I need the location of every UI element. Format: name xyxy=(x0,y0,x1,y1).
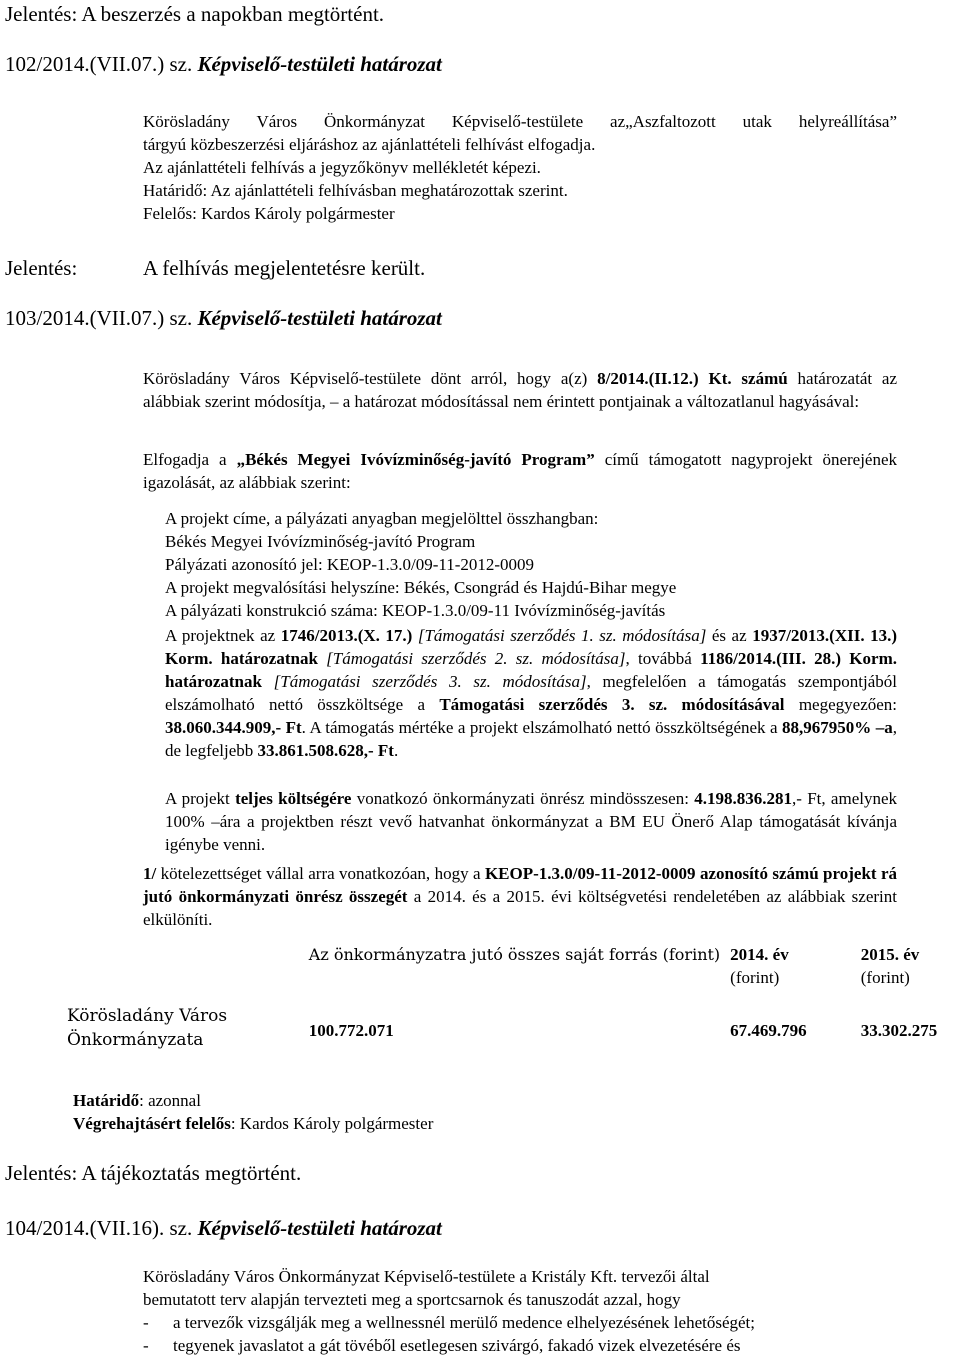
cost-amount: 38.060.344.909,- Ft xyxy=(165,718,302,737)
project-details xyxy=(165,507,676,622)
header-2015-unit: (forint) xyxy=(860,968,910,987)
intro-text: határozatát az alábbiak szerint módosítja, – a határozat módosítással nem érintett pontjainak a változatlanul hagyásával: xyxy=(143,369,897,411)
report-text: A felhívás megjelentetésre került. xyxy=(143,256,426,280)
cost-cap: 33.861.508.628,- Ft xyxy=(257,741,394,760)
bullet-text: a tervezők vizsgálják meg a wellnessnél merülő medence elhelyezésének lehetőségét; xyxy=(173,1313,755,1332)
deadline-line: Határidő: Az ajánlattételi felhívásban meghatározottak szerint. xyxy=(143,181,568,200)
self-share-bold: teljes költségére xyxy=(235,789,352,808)
resolution-title: Képviselő-testületi határozat xyxy=(197,306,442,330)
cell-total: 100.772.071 xyxy=(308,1021,394,1040)
bullet-item xyxy=(143,1311,843,1334)
cell-2015: 33.302.275 xyxy=(860,1021,938,1040)
paragraph-line: Az ajánlattételi felhívás a jegyzőkönyv mellékletét képezi. xyxy=(143,158,541,177)
header-2015 xyxy=(861,943,960,989)
commitment-bold: KEOP-1.3.0/09-11-2012-0009 azonosító számú projekt rá jutó önkormányzati önrész összegét xyxy=(143,864,898,906)
cost-text: . A támogatás mértéke a projekt elszámolható nettó összköltségének a xyxy=(301,718,778,737)
self-share-text: ,- Ft, amelynek 100% –ára a projektben részt vevő hatvanhat önkormányzat a BM EU Önerő Alap támogatását kívánja igénybe venni. xyxy=(165,789,898,854)
self-share-text: A projekt xyxy=(165,789,230,808)
bullet-item xyxy=(143,1334,843,1357)
bullet-mark: - xyxy=(143,1313,149,1332)
bullet-mark: - xyxy=(143,1336,149,1355)
cost-italic: [Támogatási szerződés 3. sz. módosítása] xyxy=(273,672,587,691)
self-share-amount: 4.198.836.281 xyxy=(694,789,792,808)
cost-bold: Támogatási szerződés 3. sz. módosításával xyxy=(439,695,785,714)
cost-text: , de legfeljebb xyxy=(165,718,897,760)
responsible-line: Felelős: Kardos Károly polgármester xyxy=(143,204,395,223)
cost-bold: 1186/2014.(III. 28.) Korm. határozatnak xyxy=(165,649,897,691)
cost-text: , megfelelően a támogatás szempontjából elszámolható nettó összköltsége a xyxy=(165,672,897,714)
paragraph-line: Körösladány Város Önkormányzat Képviselő-testülete a Kristály Kft. tervezői által xyxy=(143,1267,710,1286)
commitment-number: 1/ xyxy=(143,864,157,883)
resolution-102-body xyxy=(143,110,897,225)
project-location: A projekt megvalósítási helyszíne: Békés, Csongrád és Hajdú-Bihar megye xyxy=(165,578,677,597)
deadline-immediate xyxy=(73,1089,201,1112)
project-name: Békés Megyei Ivóvízminőség-javító Program xyxy=(165,532,476,551)
cost-bold: 1746/2013.(X. 17.) xyxy=(280,626,413,645)
cost-text: A projektnek az xyxy=(165,626,276,645)
accept-text: Elfogadja a xyxy=(143,450,227,469)
header-2014-unit: (forint) xyxy=(730,968,780,987)
self-share-text: vonatkozó önkormányzati önrész mindösszesen: xyxy=(356,789,689,808)
deadline-label: Határidő xyxy=(73,1091,140,1110)
commitment-text: kötelezettséget vállal arra vonatkozóan, hogy a xyxy=(160,864,481,883)
accept-paragraph xyxy=(143,448,897,494)
deadline-text: : azonnal xyxy=(139,1091,201,1110)
cost-text: és az xyxy=(711,626,747,645)
paragraph-line: tárgyú közbeszerzési eljáráshoz az ajánlattételi felhívást elfogadja. xyxy=(143,135,596,154)
bullet-text: tegyenek javaslatot a gát tövéből esetlegesen szivárgó, fakadó vizek elvezetésére és xyxy=(173,1336,741,1355)
execution-text: : Kardos Károly polgármester xyxy=(230,1114,434,1133)
header-2014-year: 2014. év xyxy=(730,945,789,964)
cost-paragraph xyxy=(165,624,897,762)
cost-italic: [Támogatási szerződés 2. sz. módosítása] xyxy=(326,649,626,668)
row-label-text: Körösladány Város Önkormányzata xyxy=(67,1006,228,1050)
intro-reference: 8/2014.(II.12.) Kt. számú xyxy=(597,369,788,388)
program-name: „Békés Megyei Ivóvízminőség-javító Program” xyxy=(236,450,595,469)
cost-text: . xyxy=(393,741,399,760)
cost-text: , továbbá xyxy=(625,649,692,668)
report-label: Jelentés: xyxy=(5,256,78,280)
project-construction: A pályázati konstrukció száma: KEOP-1.3.0/09-11 Ivóvízminőség-javítás xyxy=(165,601,666,620)
header-total: Az önkormányzatra jutó összes saját forrás (forint) xyxy=(308,945,721,964)
cell-2014: 67.469.796 xyxy=(730,1021,807,1040)
cost-bold: 1937/2013.(XII. 13.) Korm. határozatnak xyxy=(165,626,898,668)
resolution-number: 103/2014.(VII.07.) sz. xyxy=(5,306,193,330)
header-2015-year: 2015. év xyxy=(860,945,920,964)
accept-text: című támogatott nagyprojekt önerejének igazolását, az alábbiak szerint: xyxy=(143,450,898,492)
commitment-paragraph xyxy=(143,862,897,931)
execution-responsible xyxy=(73,1112,433,1135)
resolution-number: 102/2014.(VII.07.) sz. xyxy=(5,52,193,76)
report-line-1: Jelentés: A beszerzés a napokban megtörtént. xyxy=(5,2,385,26)
paragraph-line: Körösladány Város Önkormányzat Képviselő-testülete az„Aszfaltozott utak helyreállítása” xyxy=(143,112,897,131)
resolution-title: Képviselő-testületi határozat xyxy=(197,1216,442,1240)
report-line-2: Jelentés: A tájékoztatás megtörtént. xyxy=(5,1161,302,1185)
cost-percentage: 88,967950% –a xyxy=(782,718,893,737)
cost-italic: [Támogatási szerződés 1. sz. módosítása] xyxy=(417,626,707,645)
project-id: Pályázati azonosító jel: KEOP-1.3.0/09-11-2012-0009 xyxy=(165,555,535,574)
paragraph-line: bemutatott terv alapján tervezteti meg a sportcsarnok és tanuszodát azzal, hogy xyxy=(143,1290,681,1309)
row-label xyxy=(67,989,309,1052)
execution-label: Végrehajtásért felelős xyxy=(73,1114,231,1133)
intro-text: Körösladány Város Képviselő-testülete dönt arról, hogy a(z) xyxy=(143,369,588,388)
resolution-102-heading xyxy=(5,52,442,77)
header-2014 xyxy=(730,943,861,989)
self-share-paragraph xyxy=(165,787,897,856)
project-title-label: A projekt címe, a pályázati anyagban megjelölttel összhangban: xyxy=(165,509,599,528)
resolution-103-intro xyxy=(143,367,897,413)
resolution-104-heading xyxy=(5,1216,442,1241)
resolution-number: 104/2014.(VII.16). sz. xyxy=(5,1216,193,1240)
resolution-103-heading xyxy=(5,306,442,331)
resolution-title: Képviselő-testületi határozat xyxy=(197,52,442,76)
cost-text: megegyezően: xyxy=(798,695,898,714)
commitment-text: a 2014. és a 2015. évi költségvetési rendeletében az alábbiak szerint elkülöníti. xyxy=(143,887,897,929)
resolution-104-body xyxy=(143,1265,843,1357)
funding-table xyxy=(67,943,960,1052)
